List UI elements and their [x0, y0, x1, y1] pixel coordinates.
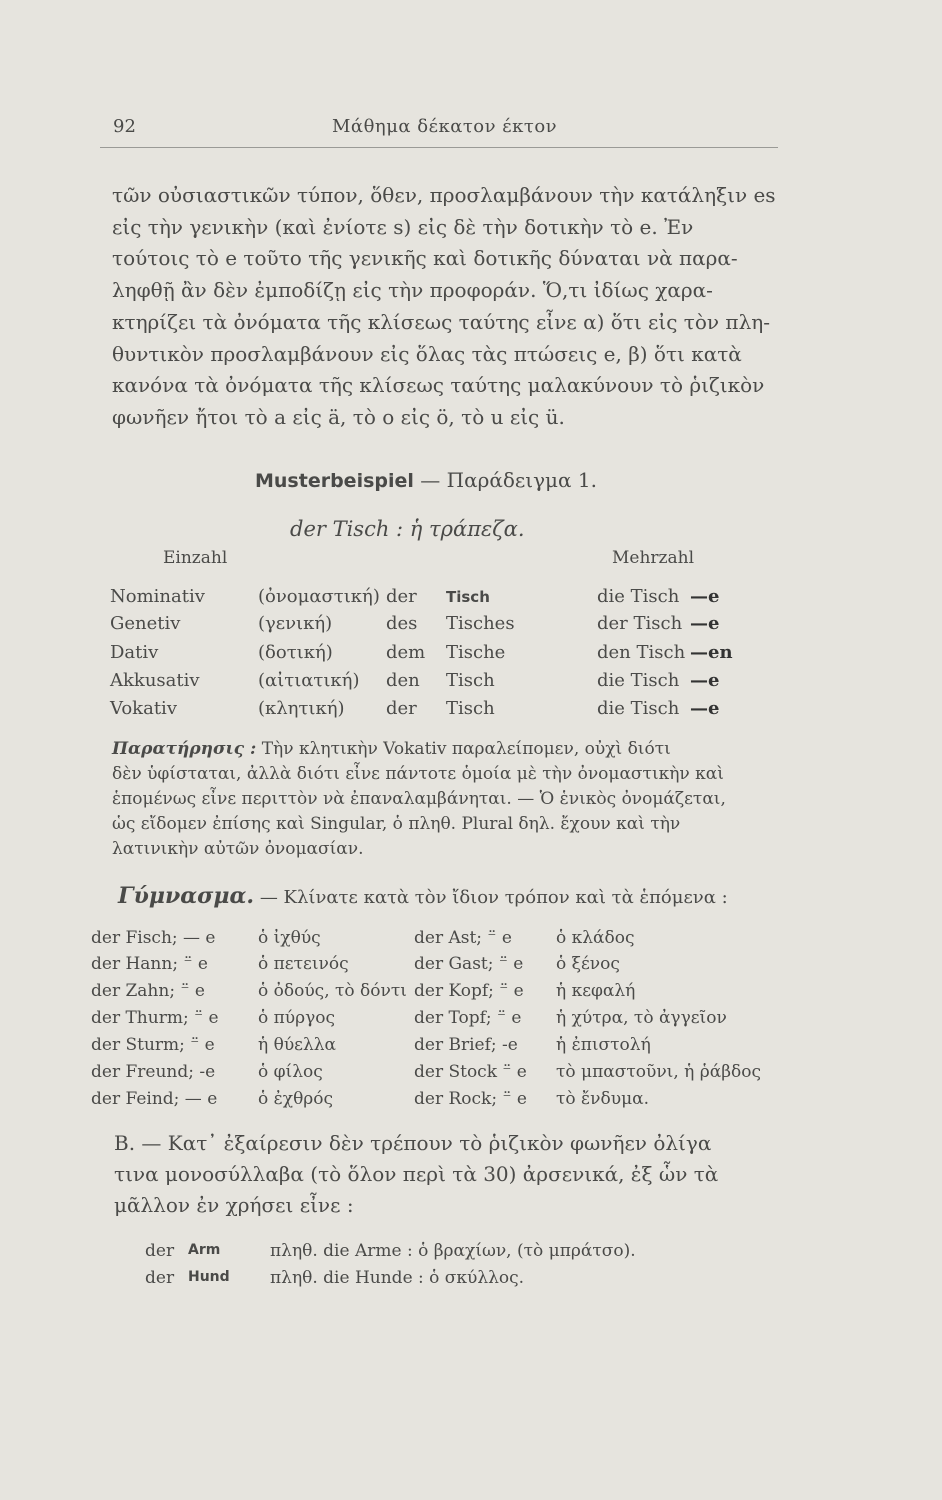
article: der — [386, 586, 417, 607]
vocab-de: der Stock ⁻̈ e — [414, 1062, 527, 1082]
case-greek: (δοτική) — [258, 642, 333, 663]
plural-form: der Tisch — [597, 613, 683, 634]
text-line: θυντικὸν προσλαμβάνουν εἰς ὅλας τὰς πτώσεις e, β) ὅτι κατὰ — [112, 341, 742, 366]
vocab-de: der Thurm; ⁻̈ e — [91, 1008, 219, 1028]
exercise-instruction: — Κλίνατε κατὰ τὸν ἴδιον τρόπον καὶ τὰ ἑπόμενα : — [259, 887, 728, 908]
vocab-de: der Gast; ⁻̈ e — [414, 954, 524, 974]
vocab-de: der Ast; ⁻̈ e — [414, 928, 512, 948]
text-line: ἑπομένως εἶνε περιττὸν νὰ ἐπαναλαμβάνηται. — Ὁ ἑνικὸς ὀνομάζεται, — [112, 789, 726, 809]
case-name: Genetiv — [110, 613, 181, 634]
text-line: τινα μονοσύλλαβα (τὸ ὅλον περὶ τὰ 30) ἀρσενικά, ἐξ ὧν τὰ — [114, 1162, 719, 1186]
text-line: τούτοις τὸ e τοῦτο τῆς γενικῆς καὶ δοτικῆς δύναται νὰ παρα- — [112, 246, 738, 271]
text-line: δὲν ὑφίσταται, ἀλλὰ διότι εἶνε πάντοτε ὁμοία μὲ τὴν ὀνομαστικὴν καὶ — [112, 764, 724, 784]
noun-form: Tisch — [446, 588, 490, 606]
text-line: ὡς εἴδομεν ἐπίσης καὶ Singular, ὁ πληθ. Plural δηλ. ἔχουν καὶ τὴν — [112, 814, 681, 834]
case-greek: (κλητική) — [258, 698, 345, 719]
article: des — [386, 613, 418, 634]
example-plural: πληθ. die Arme : ὁ βραχίων, (τὸ μπράτσο). — [270, 1241, 636, 1261]
example-title — [255, 468, 597, 492]
vocab-gr: ὁ πετεινός — [258, 954, 349, 974]
noun-form: Tisch — [446, 698, 495, 719]
plural-form: die Tisch — [597, 586, 680, 607]
case-greek: (αἰτιατική) — [258, 670, 360, 691]
singular-header: Einzahl — [163, 548, 228, 568]
plural-ending: —e — [690, 586, 720, 607]
vocab-gr: ὁ κλάδος — [556, 928, 635, 948]
example-plural: πληθ. die Hunde : ὁ σκύλλος. — [270, 1268, 525, 1288]
noun-form: Tische — [446, 642, 506, 663]
plural-ending: —e — [690, 670, 720, 691]
vocab-gr: τὸ ἔνδυμα. — [556, 1089, 650, 1109]
vocab-gr: ὁ ἐχθρός — [258, 1089, 334, 1109]
case-name: Dativ — [110, 642, 159, 663]
vocab-gr: ὁ ἰχθύς — [258, 928, 321, 948]
vocab-gr: ὁ ξένος — [556, 954, 620, 974]
article: dem — [386, 642, 426, 663]
text-line: μᾶλλον ἐν χρήσει εἶνε : — [114, 1193, 354, 1217]
vocab-gr: ὁ φίλος — [258, 1062, 323, 1082]
text-line: κανόνα τὰ ὀνόματα τῆς κλίσεως ταύτης μαλακύνουν τὸ ῥιζικὸν — [112, 373, 765, 398]
vocab-de: der Feind; — e — [91, 1089, 218, 1109]
running-title: Μάθημα δέκατον έκτον — [332, 116, 558, 137]
article: den — [386, 670, 420, 691]
header-rule — [100, 147, 778, 148]
text-line: ληφθῇ ἂν δὲν ἐμποδίζῃ εἰς τὴν προφοράν. Ὅ,τι ἰδίως χαρα- — [112, 278, 713, 303]
vocab-de: der Sturm; ⁻̈ e — [91, 1035, 215, 1055]
plural-form: die Tisch — [597, 698, 680, 719]
example-title-gr: — Παράδειγμα 1. — [420, 468, 597, 492]
text-line: τῶν οὐσιαστικῶν τύπον, ὅθεν, προσλαμβάνουν τὴν κατάληξιν es — [112, 183, 776, 207]
case-greek: (γενική) — [258, 613, 333, 634]
example-noun: Hund — [188, 1269, 230, 1285]
exercise-heading — [118, 883, 728, 909]
example-noun-line: der Tisch : ἡ τράπεζα. — [290, 517, 525, 541]
plural-ending: —en — [690, 642, 733, 663]
plural-header: Mehrzahl — [612, 548, 695, 568]
vocab-de: der Fisch; — e — [91, 928, 216, 948]
example-article: der — [145, 1268, 175, 1288]
vocab-gr: ὁ πύργος — [258, 1008, 336, 1028]
vocab-de: der Brief; -e — [414, 1035, 518, 1055]
plural-ending: —e — [690, 613, 720, 634]
note-paragraph — [112, 737, 726, 862]
example-article: der — [145, 1241, 175, 1261]
vocab-gr: τὸ μπαστοῦνι, ἡ ῥάβδος — [556, 1062, 762, 1082]
vocab-de: der Rock; ⁻̈ e — [414, 1089, 527, 1109]
plural-ending: —e — [690, 698, 720, 719]
case-name: Vokativ — [110, 698, 177, 719]
plural-form: den Tisch — [597, 642, 686, 663]
page-number: 92 — [113, 116, 136, 137]
example-title-de: Musterbeispiel — [255, 470, 414, 492]
case-name: Akkusativ — [110, 670, 200, 691]
noun-form: Tisches — [446, 613, 515, 634]
exercise-label: Γύμνασμα. — [118, 883, 255, 909]
noun-form: Tisch — [446, 670, 495, 691]
vocab-gr: ἡ κεφαλή — [556, 981, 636, 1001]
vocab-gr: ἡ θύελλα — [258, 1035, 336, 1055]
section-b-paragraph — [114, 1128, 718, 1221]
text-line: φωνῆεν ἤτοι τὸ a εἰς ä, τὸ o εἰς ö, τὸ u εἰς ü. — [112, 404, 565, 429]
text-line: κτηρίζει τὰ ὀνόματα τῆς κλίσεως ταύτης εἶνε α) ὅτι εἰς τὸν πλη- — [112, 309, 770, 334]
case-greek: (ὀνομαστική) — [258, 586, 380, 607]
note-label: Παρατήρησις : — [112, 739, 257, 759]
vocab-de: der Zahn; ⁻̈ e — [91, 981, 205, 1001]
vocab-de: der Freund; -e — [91, 1062, 216, 1082]
article: der — [386, 698, 417, 719]
vocab-gr: ὁ ὀδούς, τὸ δόντι — [258, 981, 407, 1001]
case-name: Nominativ — [110, 586, 205, 607]
example-noun: Arm — [188, 1242, 221, 1258]
vocab-gr: ἡ ἐπιστολή — [556, 1035, 651, 1055]
plural-form: die Tisch — [597, 670, 680, 691]
vocab-de: der Topf; ⁻̈ e — [414, 1008, 522, 1028]
text-line: λατινικὴν αὐτῶν ὀνομασίαν. — [112, 839, 364, 859]
vocab-de: der Kopf; ⁻̈ e — [414, 981, 524, 1001]
text-line: εἰς τὴν γενικὴν (καὶ ἐνίοτε s) εἰς δὲ τὴν δοτικὴν τὸ e. Ἐν — [112, 214, 694, 239]
text-line: Παρατήρησις : Τὴν κλητικὴν Vokativ παραλείπομεν, οὐχὶ διότι — [112, 739, 671, 759]
vocab-de: der Hann; ⁻̈ e — [91, 954, 208, 974]
vocab-gr: ἡ χύτρα, τὸ ἀγγεῖον — [556, 1008, 727, 1028]
intro-paragraph — [112, 180, 776, 434]
text-line: B. — Κατ᾽ ἐξαίρεσιν δὲν τρέπουν τὸ ῥιζικὸν φωνῆεν ὀλίγα — [114, 1131, 712, 1155]
